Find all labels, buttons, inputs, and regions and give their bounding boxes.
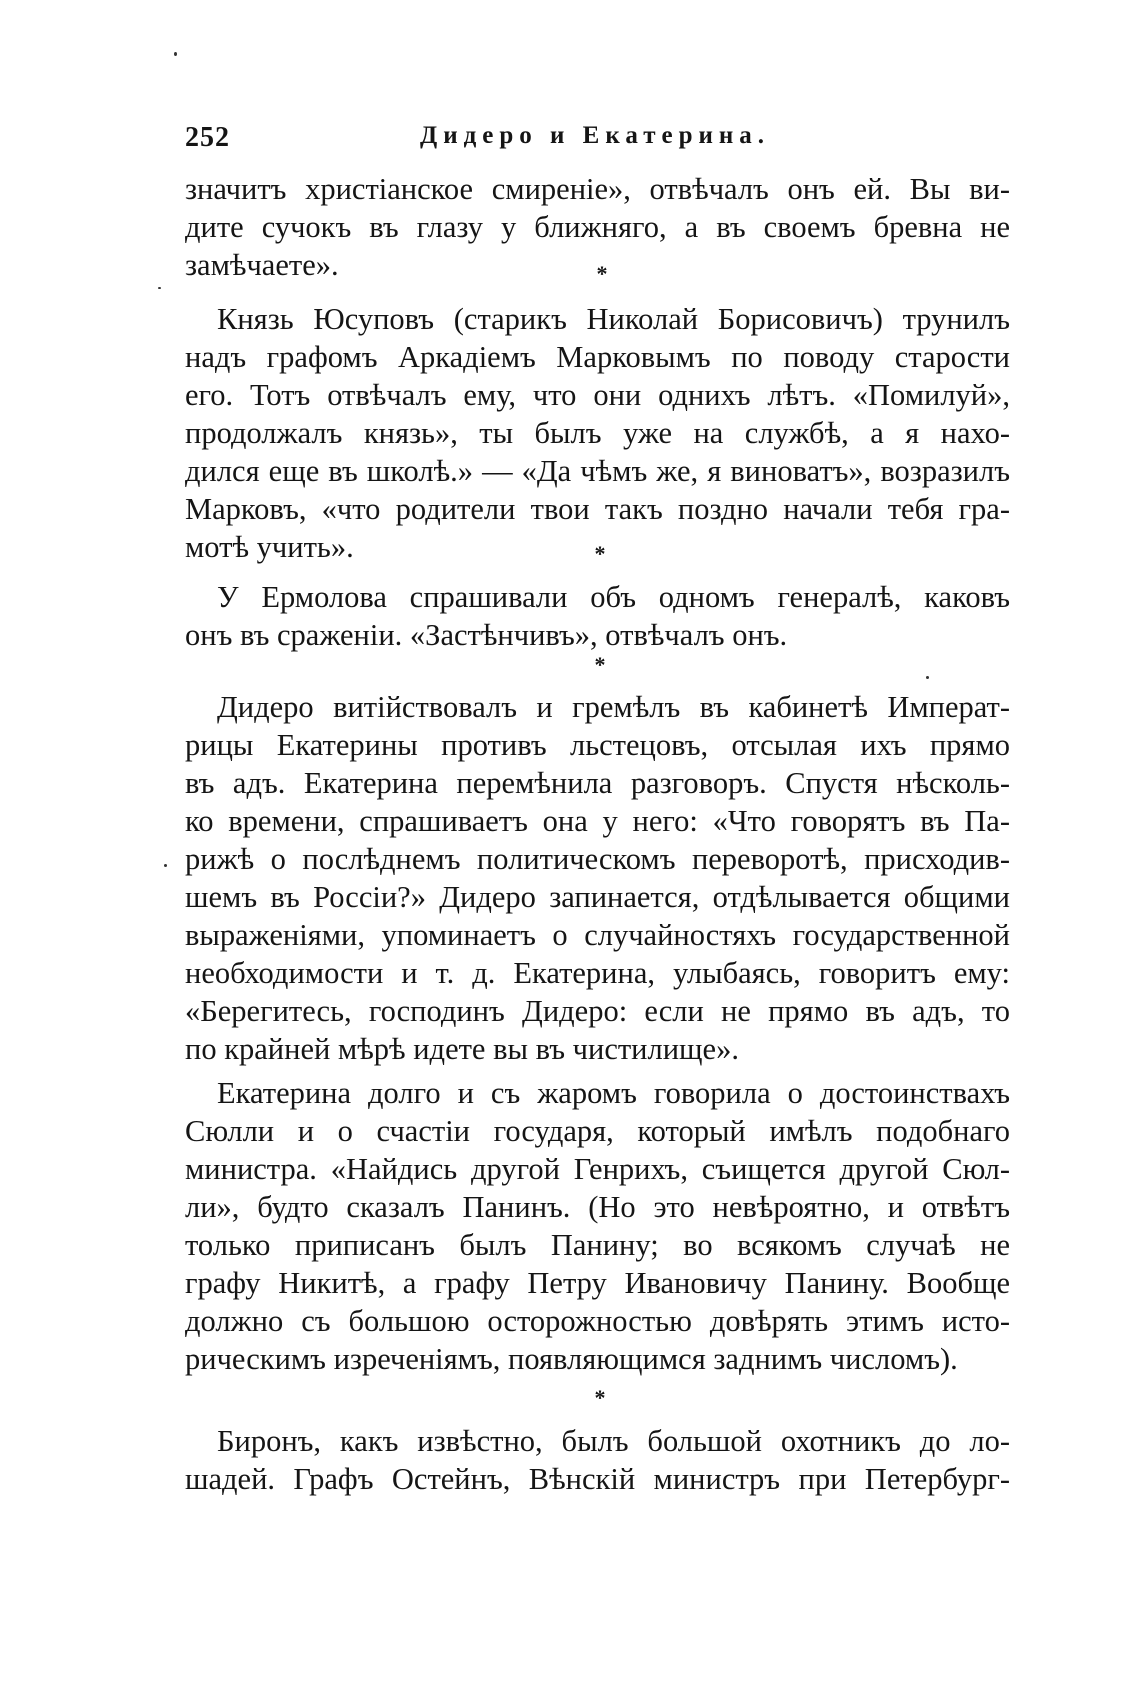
text-line: дите сучокъ въ глазу у ближняго, а въ своемъ бревна не	[185, 210, 1010, 244]
text-line: рическимъ изреченіямъ, появляющимся заднимъ числомъ).	[185, 1342, 958, 1376]
text-line: по крайней мѣрѣ идете вы въ чистилище».	[185, 1032, 739, 1066]
text-line: шемъ въ Россіи?» Дидеро запинается, отдѣлывается общими	[185, 880, 1010, 914]
text-line: графу Никитѣ, а графу Петру Ивановичу Панину. Вообще	[185, 1266, 1010, 1300]
text-line: Биронъ, какъ извѣстно, былъ большой охотникъ до ло-	[217, 1424, 1010, 1458]
anecdote-biron	[185, 1422, 1010, 1498]
running-head	[185, 122, 1010, 158]
text-line: только приписанъ былъ Панину; во всякомъ случаѣ не	[185, 1228, 1010, 1262]
anecdote-ermolov	[185, 578, 1010, 654]
text-line: министра. «Найдись другой Генрихъ, съищется другой Сюл-	[185, 1152, 1010, 1186]
text-line: Марковъ, «что родители твои такъ поздно начали тебя гра-	[185, 492, 1010, 526]
scan-speck	[174, 52, 177, 56]
text-line: необходимости и т. д. Екатерина, улыбаясь, говоритъ ему:	[185, 956, 1010, 990]
anecdote-sully	[185, 1074, 1010, 1378]
text-line: продолжалъ князь», ты былъ уже на службѣ, а я нахо-	[185, 416, 1010, 450]
text-line: Дидеро витійствовалъ и гремѣлъ въ кабинетѣ Императ-	[217, 690, 1010, 724]
text-line: дился еще въ школѣ.» — «Да чѣмъ же, я виноватъ», возразилъ	[185, 454, 1010, 488]
text-line: онъ въ сраженіи. «Застѣнчивъ», отвѣчалъ онъ.	[185, 618, 788, 652]
text-line: Екатерина долго и съ жаромъ говорила о достоинствахъ	[217, 1076, 1010, 1110]
text-line: надъ графомъ Аркадіемъ Марковымъ по поводу старости	[185, 340, 1010, 374]
page-number: 252	[185, 122, 230, 153]
scan-speck	[926, 676, 929, 679]
section-separator: *	[596, 261, 608, 286]
text-line: Князь Юсуповъ (старикъ Николай Борисовичъ) трунилъ	[217, 302, 1010, 336]
text-line: У Ермолова спрашивали объ одномъ генералѣ, каковъ	[217, 580, 1010, 614]
anecdote-diderot	[185, 688, 1010, 1068]
text-line: мотѣ учить».	[185, 530, 354, 564]
text-line: Сюлли и о счастіи государя, который имѣлъ подобнаго	[185, 1114, 1010, 1148]
scan-speck	[164, 864, 167, 867]
text-line: рицы Екатерины противъ льстецовъ, отсылая ихъ прямо	[185, 728, 1010, 762]
text-line: его. Тотъ отвѣчалъ ему, что они однихъ лѣтъ. «Помилуй»,	[185, 378, 1010, 412]
text-line: ли», будто сказалъ Панинъ. (Но это невѣроятно, и отвѣтъ	[185, 1190, 1010, 1224]
text-line: ко времени, спрашиваетъ она у него: «Что говорятъ въ Па-	[185, 804, 1010, 838]
text-line: въ адъ. Екатерина перемѣнила разговоръ. Спустя нѣсколь-	[185, 766, 1010, 800]
text-line: замѣчаете».	[185, 248, 339, 282]
section-separator: *	[594, 541, 606, 566]
text-line: шадей. Графъ Остейнъ, Вѣнскій министръ при Петербург-	[185, 1462, 1010, 1496]
text-line: «Берегитесь, господинъ Дидеро: если не прямо въ адъ, то	[185, 994, 1010, 1028]
anecdote-yusupov	[185, 300, 1010, 566]
text-line: рижѣ о послѣднемъ политическомъ переворотѣ, присходив-	[185, 842, 1010, 876]
text-line: должно съ большою осторожностью довѣрять этимъ исто-	[185, 1304, 1010, 1338]
section-separator: *	[594, 652, 606, 677]
running-title: Дидеро и Екатерина.	[420, 122, 771, 149]
section-separator: *	[594, 1385, 606, 1410]
scan-speck	[158, 287, 161, 289]
text-line: выраженіями, упоминаетъ о случайностяхъ государственной	[185, 918, 1010, 952]
text-line: значитъ христіанское смиреніе», отвѣчалъ онъ ей. Вы ви-	[185, 172, 1010, 206]
